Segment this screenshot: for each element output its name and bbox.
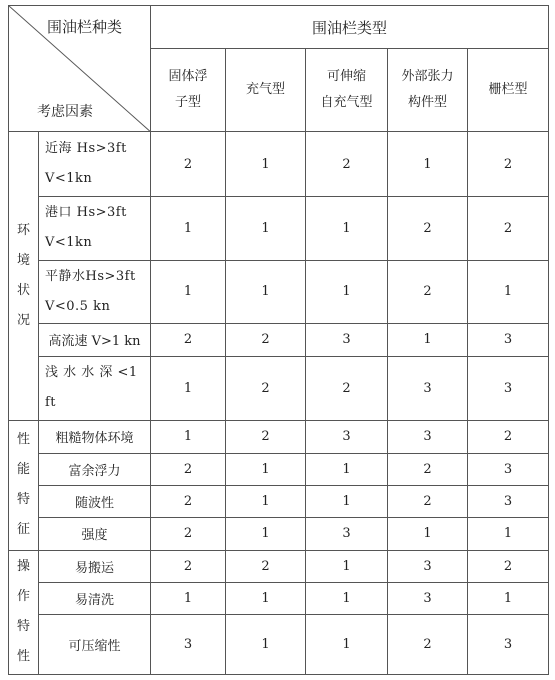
rating-cell: 2: [468, 550, 549, 582]
rating-cell: 1: [306, 260, 388, 324]
rating-cell: 1: [226, 453, 306, 485]
column-header-4: 外部张力 构件型: [388, 49, 468, 132]
rating-cell: 1: [226, 132, 306, 197]
column-header-3: 可伸缩 自充气型: [306, 49, 388, 132]
rating-cell: 2: [151, 324, 226, 356]
rating-cell: 1: [226, 582, 306, 614]
rating-cell: 1: [388, 324, 468, 356]
rating-cell: 2: [388, 485, 468, 517]
rating-cell: 2: [226, 356, 306, 421]
condition-label: 易搬运: [39, 550, 151, 582]
rating-cell: 3: [306, 421, 388, 453]
rating-cell: 3: [388, 582, 468, 614]
rating-cell: 3: [468, 453, 549, 485]
rating-cell: 1: [468, 518, 549, 550]
rating-cell: 1: [151, 356, 226, 421]
rating-cell: 3: [306, 518, 388, 550]
condition-label: 易清洗: [39, 582, 151, 614]
rating-cell: 2: [151, 453, 226, 485]
condition-label: 可压缩性: [39, 615, 151, 675]
rating-cell: 1: [226, 615, 306, 675]
table-body: [9, 6, 549, 675]
rating-cell: 3: [468, 615, 549, 675]
rating-cell: 1: [226, 485, 306, 517]
rating-cell: 3: [388, 356, 468, 421]
condition-label: 平静水Hs>3ft V<0.5 kn: [39, 260, 151, 324]
rating-cell: 1: [226, 518, 306, 550]
rating-cell: 3: [468, 485, 549, 517]
rating-cell: 3: [468, 324, 549, 356]
rating-cell: 3: [468, 356, 549, 421]
table-row: [9, 453, 549, 485]
condition-label: 粗糙物体环境: [39, 421, 151, 453]
rating-cell: 3: [151, 615, 226, 675]
condition-label: 高流速 V>1 kn: [39, 324, 151, 356]
boom-selection-table: [8, 5, 549, 675]
table-row: [9, 356, 549, 421]
table-row: [9, 421, 549, 453]
table-row: [9, 132, 549, 197]
rating-cell: 1: [388, 132, 468, 197]
table-row: [9, 260, 549, 324]
rating-cell: 1: [226, 196, 306, 260]
condition-label: 浅 水 水 深 <1 ft: [39, 356, 151, 421]
rating-cell: 2: [306, 356, 388, 421]
rating-cell: 3: [388, 550, 468, 582]
rating-cell: 1: [306, 196, 388, 260]
rating-cell: 1: [388, 518, 468, 550]
rating-cell: 2: [306, 132, 388, 197]
table-row: [9, 582, 549, 614]
rating-cell: 2: [388, 196, 468, 260]
rating-cell: 1: [151, 421, 226, 453]
corner-cell: [9, 6, 151, 132]
table-row: [9, 485, 549, 517]
rating-cell: 2: [388, 260, 468, 324]
header-row-1: [9, 6, 549, 49]
group-label: 性 能 特 征: [9, 421, 39, 550]
rating-cell: 1: [306, 485, 388, 517]
column-header-1: 固体浮 子型: [151, 49, 226, 132]
rating-cell: 1: [306, 453, 388, 485]
rating-cell: 2: [226, 324, 306, 356]
type-header: 围油栏类型: [151, 6, 549, 49]
rating-cell: 2: [468, 421, 549, 453]
rating-cell: 1: [468, 260, 549, 324]
rating-cell: 2: [151, 485, 226, 517]
rating-cell: 2: [151, 550, 226, 582]
table-row: [9, 196, 549, 260]
rating-cell: 2: [151, 518, 226, 550]
table-row: [9, 518, 549, 550]
rating-cell: 3: [388, 421, 468, 453]
rating-cell: 1: [468, 582, 549, 614]
rating-cell: 3: [306, 324, 388, 356]
condition-label: 富余浮力: [39, 453, 151, 485]
condition-label: 随波性: [39, 485, 151, 517]
table-row: [9, 324, 549, 356]
column-header-5: 栅栏型: [468, 49, 549, 132]
rating-cell: 2: [388, 615, 468, 675]
condition-label: 港口 Hs>3ft V<1kn: [39, 196, 151, 260]
rating-cell: 1: [151, 582, 226, 614]
rating-cell: 2: [468, 132, 549, 197]
rating-cell: 1: [306, 582, 388, 614]
rating-cell: 2: [226, 421, 306, 453]
table-row: [9, 550, 549, 582]
corner-top-right-label: 围油栏种类: [47, 18, 123, 36]
corner-bottom-left-label: 考虑因素: [37, 104, 93, 120]
rating-cell: 1: [306, 550, 388, 582]
rating-cell: 2: [388, 453, 468, 485]
rating-cell: 1: [306, 615, 388, 675]
rating-cell: 2: [151, 132, 226, 197]
rating-cell: 1: [151, 260, 226, 324]
rating-cell: 1: [151, 196, 226, 260]
column-header-2: 充气型: [226, 49, 306, 132]
rating-cell: 2: [226, 550, 306, 582]
group-label: 操 作 特 性: [9, 550, 39, 674]
rating-cell: 2: [468, 196, 549, 260]
rating-cell: 1: [226, 260, 306, 324]
condition-label: 近海 Hs>3ft V<1kn: [39, 132, 151, 197]
condition-label: 强度: [39, 518, 151, 550]
group-label: 环 境 状 况: [9, 132, 39, 421]
table-row: [9, 615, 549, 675]
